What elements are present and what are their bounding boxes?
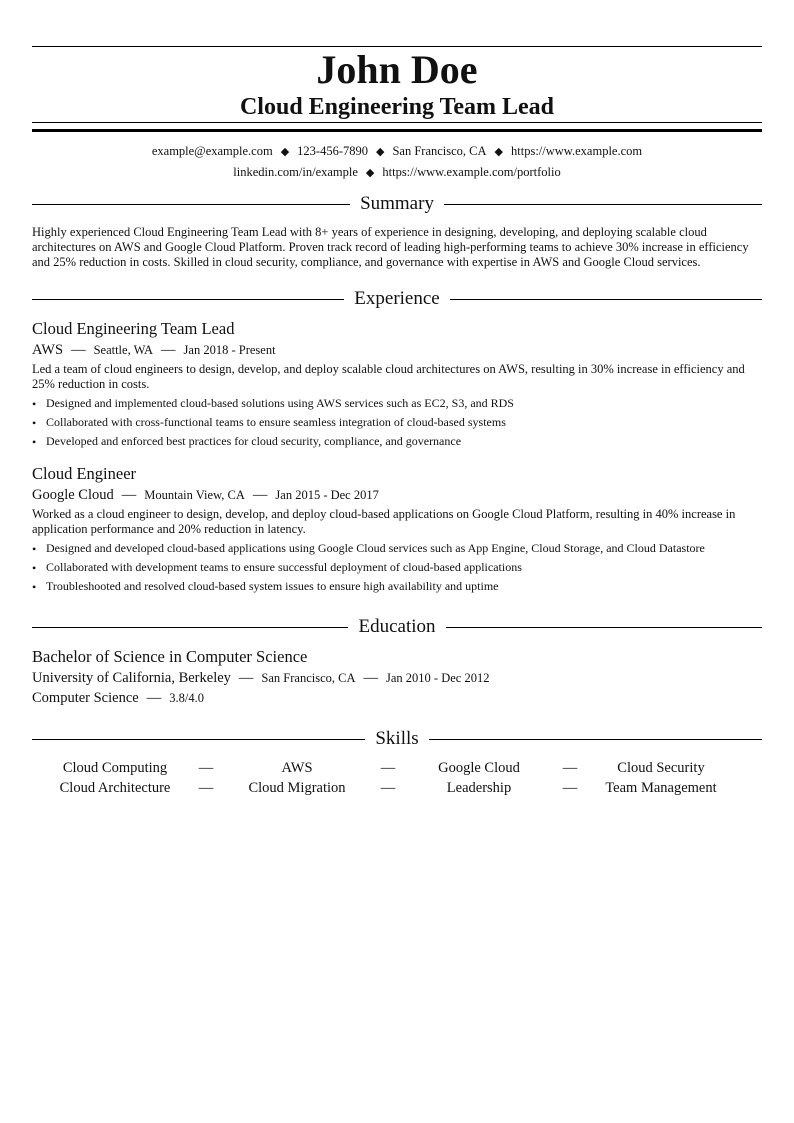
skill-item: Cloud Migration bbox=[248, 780, 346, 796]
skills-heading bbox=[32, 728, 762, 750]
dash-separator: — bbox=[161, 342, 176, 358]
job-bullets bbox=[32, 396, 762, 453]
job-dates: Jan 2018 - Present bbox=[183, 343, 276, 357]
job-description: Led a team of cloud engineers to design, develop, and deploy scalable cloud architectures on AWS, resulting in 30% increase in efficiency and 25% reduction in costs. bbox=[32, 362, 745, 391]
list-item bbox=[32, 579, 762, 598]
education-heading-label: Education bbox=[358, 616, 436, 637]
header-thin-rule bbox=[32, 122, 762, 123]
job-location: Seattle, WA bbox=[93, 343, 154, 357]
candidate-name: John Doe bbox=[316, 47, 478, 92]
skill-item: AWS bbox=[281, 760, 313, 776]
skills-row bbox=[32, 778, 762, 798]
dash-separator: — bbox=[562, 760, 578, 776]
skill-item: Cloud Security bbox=[617, 760, 705, 776]
skills-heading-label: Skills bbox=[375, 728, 419, 749]
job-description: Worked as a cloud engineer to design, develop, and deploy cloud-based applications on Google Cloud Platform, resulting in 40% increase in application performance and 20% reduction in latency. bbox=[32, 507, 736, 536]
diamond-separator-icon: ◆ bbox=[494, 146, 504, 158]
bullet-icon: • bbox=[32, 416, 37, 430]
bullet-text: Collaborated with cross-functional teams to ensure seamless integration of cloud-based systems bbox=[46, 415, 506, 429]
diamond-separator-icon: ◆ bbox=[365, 167, 375, 179]
job-meta bbox=[32, 341, 276, 359]
bullet-text: Developed and enforced best practices for cloud security, compliance, and governance bbox=[46, 434, 462, 448]
summary-text: Highly experienced Cloud Engineering Team Lead with 8+ years of experience in designing, developing, and deploying scalable cloud architectures on AWS and Google Cloud Platform. Proven track record of leading high-performing teams to achieve 30% increase in efficiency and 25% reduction in costs. Skilled in cloud security, compliance, and governance with expertise in AWS and Google Cloud services. bbox=[32, 225, 749, 269]
dash-separator: — bbox=[121, 487, 137, 503]
skill-item: Team Management bbox=[605, 780, 717, 796]
bullet-icon: • bbox=[32, 397, 37, 411]
bullet-text: Designed and implemented cloud-based solutions using AWS services such as EC2, S3, and RDS bbox=[46, 396, 514, 410]
list-item bbox=[32, 415, 762, 434]
list-item bbox=[32, 434, 762, 453]
job-meta bbox=[32, 486, 379, 504]
list-item bbox=[32, 396, 762, 415]
job-title: Cloud Engineering Team Lead bbox=[32, 319, 235, 338]
job-company: AWS bbox=[32, 342, 64, 358]
education-dates: Jan 2010 - Dec 2012 bbox=[386, 671, 490, 685]
contact-line-2 bbox=[32, 163, 762, 182]
dash-separator: — bbox=[71, 342, 86, 358]
education-heading bbox=[32, 616, 762, 638]
linkedin-link[interactable]: linkedin.com/in/example bbox=[233, 165, 358, 179]
skill-item: Cloud Computing bbox=[62, 760, 168, 776]
experience-heading bbox=[32, 288, 762, 310]
skills-row bbox=[32, 758, 762, 778]
job-bullets bbox=[32, 541, 762, 598]
website-link[interactable]: https://www.example.com bbox=[511, 144, 643, 158]
skill-item: Leadership bbox=[446, 780, 512, 796]
summary-heading bbox=[32, 193, 762, 215]
candidate-title: Cloud Engineering Team Lead bbox=[239, 94, 555, 120]
bullet-icon: • bbox=[32, 435, 37, 449]
dash-separator: — bbox=[380, 760, 396, 776]
dash-separator: — bbox=[146, 690, 162, 706]
dash-separator: — bbox=[198, 780, 214, 796]
bullet-text: Troubleshooted and resolved cloud-based system issues to ensure high availability and uptime bbox=[46, 579, 499, 593]
bullet-icon: • bbox=[32, 561, 37, 575]
skills-grid bbox=[32, 758, 762, 798]
skill-item: Cloud Architecture bbox=[59, 780, 171, 796]
job-location: Mountain View, CA bbox=[144, 488, 245, 502]
gpa: 3.8/4.0 bbox=[169, 691, 204, 705]
email-link[interactable]: example@example.com bbox=[151, 144, 273, 158]
school-location: San Francisco, CA bbox=[261, 671, 356, 685]
job-dates: Jan 2015 - Dec 2017 bbox=[275, 488, 379, 502]
dash-separator: — bbox=[252, 487, 268, 503]
diamond-separator-icon: ◆ bbox=[375, 146, 385, 158]
dash-separator: — bbox=[238, 670, 254, 686]
bullet-icon: • bbox=[32, 542, 37, 556]
dash-separator: — bbox=[562, 780, 578, 796]
experience-heading-label: Experience bbox=[354, 288, 440, 309]
degree-title: Bachelor of Science in Computer Science bbox=[32, 647, 308, 666]
school-name: University of California, Berkeley bbox=[32, 670, 231, 686]
bullet-text: Collaborated with development teams to ensure successful deployment of cloud-based applications bbox=[46, 560, 522, 574]
field-of-study: Computer Science bbox=[32, 690, 139, 706]
contact-line-1 bbox=[32, 142, 762, 161]
education-field-meta bbox=[32, 689, 204, 707]
location: San Francisco, CA bbox=[392, 144, 487, 158]
summary-heading-label: Summary bbox=[360, 193, 434, 214]
list-item bbox=[32, 560, 762, 579]
education-meta bbox=[32, 669, 489, 687]
portfolio-link[interactable]: https://www.example.com/portfolio bbox=[382, 165, 561, 179]
diamond-separator-icon: ◆ bbox=[280, 146, 290, 158]
dash-separator: — bbox=[363, 670, 379, 686]
dash-separator: — bbox=[380, 780, 396, 796]
bullet-text: Designed and developed cloud-based applications using Google Cloud services such as App Engine, Cloud Storage, and Cloud Datastore bbox=[46, 541, 705, 555]
dash-separator: — bbox=[198, 760, 214, 776]
job-company: Google Cloud bbox=[32, 487, 114, 503]
list-item bbox=[32, 541, 762, 560]
header-thick-rule bbox=[32, 129, 762, 132]
bullet-icon: • bbox=[32, 580, 37, 594]
job-title: Cloud Engineer bbox=[32, 464, 137, 483]
skill-item: Google Cloud bbox=[438, 760, 520, 776]
phone-number: 123-456-7890 bbox=[297, 144, 368, 158]
